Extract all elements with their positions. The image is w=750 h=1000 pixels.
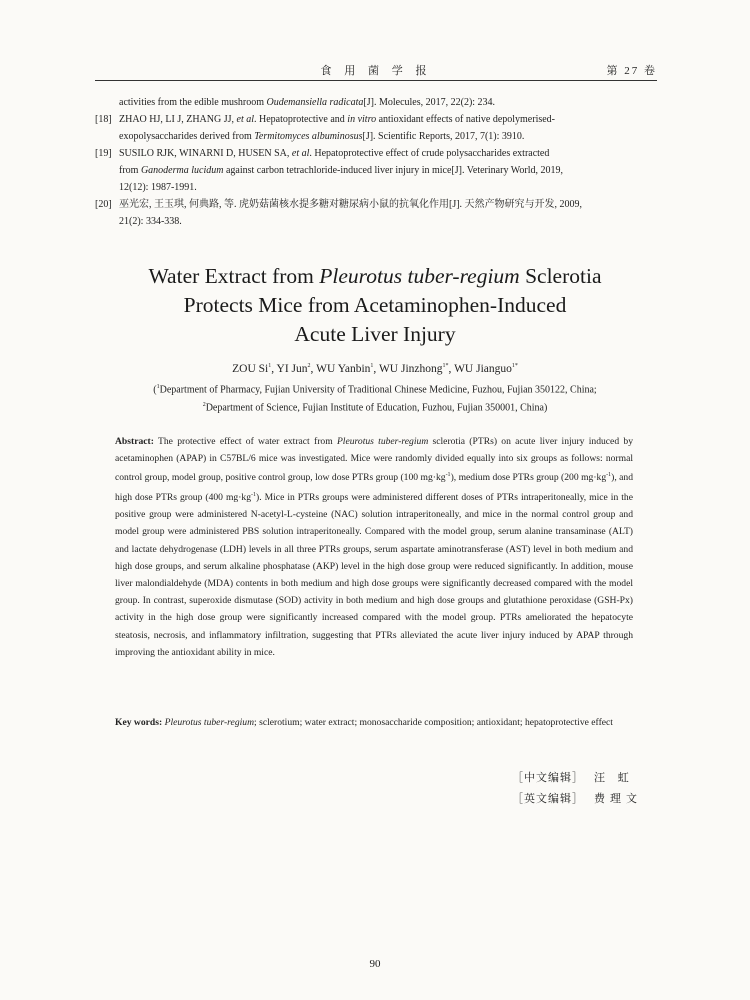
reference-entry: [95, 94, 657, 111]
page-number: 90: [369, 958, 381, 970]
keywords-label: Key words:: [115, 717, 163, 728]
reference-number: [18]: [95, 114, 112, 125]
ref-italic: Oudemansiella radicata: [266, 97, 364, 108]
title-line: Acute Liver Injury: [294, 322, 456, 346]
ref-text: 21(2): 334-338.: [119, 216, 182, 227]
author-list: ZOU Si$^1$, YI Jun$^2$, WU Yanbin$^1$, WU Jinzhong$^{1*}$, WU Jianguo$^{1*}$: [232, 363, 518, 375]
author: WU Yanbin$^1$: [316, 363, 374, 375]
volume-label: 第 27 卷: [606, 65, 657, 77]
title-text: Sclerotia: [519, 264, 602, 288]
reference-entry: [95, 179, 657, 196]
editor-row: ［中文编辑］ 汪 虹: [512, 772, 634, 784]
ref-text: against carbon tetrachloride-induced liver injury in mice[J]. Veterinary World, 2019,: [223, 165, 564, 176]
abstract-label: Abstract:: [115, 436, 154, 447]
ref-text: 巫光宏, 王玉琪, 何典路, 等. 虎奶菇菌核水提多糖对糖尿病小鼠的抗氧化作用[J]. 天然产物研究与开发, 2009,: [119, 199, 583, 210]
author: YI Jun$^2$: [276, 363, 311, 375]
ref-text: 12(12): 1987-1991.: [119, 182, 197, 193]
reference-entry: [95, 145, 657, 162]
title-italic: Pleurotus tuber-regium: [319, 264, 520, 288]
editor-row: ［英文编辑］ 费理文: [512, 793, 642, 805]
reference-entry: [95, 128, 657, 145]
ref-text: exopolysaccharides derived from: [119, 131, 255, 142]
article-title: [75, 262, 675, 349]
ref-text: from: [119, 165, 141, 176]
ref-text: SUSILO RJK, WINARNI D, HUSEN SA,: [119, 148, 292, 159]
ref-text: . Hepatoprotective effect of crude polysaccharides extracted: [309, 148, 550, 159]
reference-entry: [95, 213, 657, 230]
reference-number: [19]: [95, 148, 112, 159]
ref-text: antioxidant effects of native depolymerised-: [376, 114, 556, 125]
ref-text: [J]. Molecules, 2017, 22(2): 234.: [363, 97, 496, 108]
author: ZOU Si$^1$: [232, 363, 272, 375]
reference-list: [95, 94, 657, 230]
ref-text: . Hepatoprotective and: [254, 114, 348, 125]
header-rule: [95, 80, 657, 81]
author: WU Jinzhong$^{1*}$: [378, 363, 449, 375]
reference-entry: [95, 111, 657, 128]
ref-text: ZHAO HJ, LI J, ZHANG JJ,: [119, 114, 237, 125]
reference-entry: [95, 196, 657, 213]
reference-entry: [95, 162, 657, 179]
affiliation: ($^1$Department of Pharmacy, Fujian University of Traditional Chinese Medicine, Fuzhou, Fujian 350122, China;: [153, 384, 597, 396]
reference-number: [20]: [95, 199, 112, 210]
ref-italic: Termitomyces albuminosus: [254, 131, 363, 142]
abstract: Abstract: The protective effect of water extract from Pleurotus tuber-regium sclerotia (PTRs) on acute liver injury induced by acetaminophen (APAP) in C57BL/6 mice was investigated. Mice were randomly divided equally into six groups as follows: normal control group, model group, positive control group, low dose PTRs group (100 $mg\cdot kg^{-1}$), medium dose PTRs group (200 $mg\cdot kg^{-1}$), and high dose PTRs group (400 $mg\cdot kg^{-1}$). Mice in PTRs groups were administered different doses of PTRs intraperitoneally, mice in the positive group were administered N-acetyl-L-cysteine (NAC) solution intraperitoneally, and mice in the normal control group and model group were administered PBS solution intraperitoneally. Compared with the model group, serum alanine transaminase (ALT) and lactate dehydrogenase (LDH) levels in all three PTRs groups, serum aspartate aminotransferase (AST) level in both medium and high dose groups, and serum alkaline phosphatase (AKP) level in the high dose group were reduced significantly. In addition, mouse liver malondialdehyde (MDA) contents in both medium and high dose groups were significantly decreased compared with the model group. In contrast, superoxide dismutase (SOD) activity in both medium and high dose groups and glutathione peroxidase (GSH-Px) activity in the high dose group were significantly increased compared with the model group. PTRs ameliorated the hepatocyte steatosis, necrosis, and inflammatory infiltration, suggesting that PTRs alleviated the acute liver injury induced by APAP through improving the antioxidant ability in mice.: [115, 436, 634, 658]
ref-text: activities from the edible mushroom: [119, 97, 267, 108]
running-header: [95, 62, 657, 78]
ref-italic: in vitro: [347, 114, 377, 125]
ref-italic: et al: [236, 114, 254, 125]
title-line: [75, 262, 675, 291]
journal-name: 食 用 菌 学 报: [320, 65, 432, 77]
title-line: Protects Mice from Acetaminophen-Induced: [183, 293, 567, 317]
ref-italic: Ganoderma lucidum: [140, 165, 224, 176]
title-text: Water Extract from: [148, 264, 320, 288]
keywords: Key words: Pleurotus tuber-regium; sclerotium; water extract; monosaccharide composition; antioxidant; hepatoprotective effect: [115, 717, 613, 728]
ref-text: [J]. Scientific Reports, 2017, 7(1): 3910.: [362, 131, 525, 142]
editor-credits: [512, 768, 642, 810]
author: WU Jianguo$^{1*}$: [454, 363, 518, 375]
affiliation: $^2$Department of Science, Fujian Institute of Education, Fuzhou, Fujian 350001, China): [202, 402, 548, 414]
ref-italic: et al: [291, 148, 310, 159]
